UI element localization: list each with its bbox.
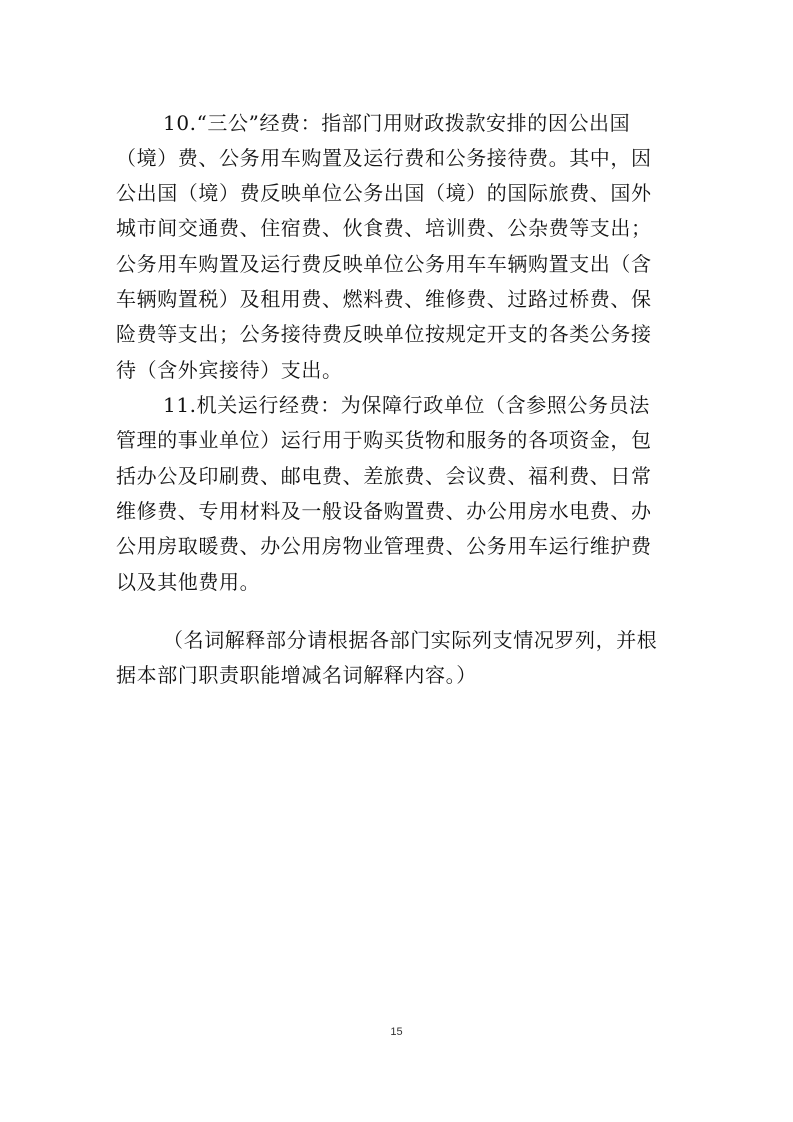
- page-number: 15: [390, 1026, 403, 1038]
- paragraph-11-line-1: 11.机关运行经费：为保障行政单位（含参照公务员法: [163, 393, 650, 417]
- paragraph-10-line-1: 10.“三公”经费：指部门用财政拨款安排的因公出国: [163, 111, 631, 135]
- paragraph-11-line-4: 维修费、专用材料及一般设备购置费、办公用房水电费、办: [116, 499, 652, 523]
- paragraph-10-line-5: 公务用车购置及运行费反映单位公务用车车辆购置支出（含: [116, 252, 652, 276]
- paragraph-10-line-2: （境）费、公务用车购置及运行费和公务接待费。其中，因: [116, 146, 652, 170]
- paragraph-10-line-7: 险费等支出；公务接待费反映单位按规定开支的各类公务接: [116, 322, 652, 346]
- paragraph-11-line-3: 括办公及印刷费、邮电费、差旅费、会议费、福利费、日常: [116, 464, 652, 488]
- paragraph-10-line-3: 公出国（境）费反映单位公务出国（境）的国际旅费、国外: [116, 181, 652, 205]
- paragraph-10-line-8: 待（含外宾接待）支出。: [116, 358, 343, 382]
- paragraph-11-line-2: 管理的事业单位）运行用于购买货物和服务的各项资金，包: [116, 428, 652, 452]
- paragraph-10-line-6: 车辆购置税）及租用费、燃料费、维修费、过路过桥费、保: [116, 287, 652, 311]
- paragraph-11-line-5: 公用房取暖费、办公用房物业管理费、公务用车运行维护费: [116, 534, 652, 558]
- paragraph-10-line-4: 城市间交通费、住宿费、伙食费、培训费、公杂费等支出；: [116, 216, 652, 240]
- note-line-1: （名词解释部分请根据各部门实际列支情况罗列，并根: [163, 628, 658, 652]
- note-line-2: 据本部门职责职能增减名词解释内容。）: [116, 663, 477, 687]
- paragraph-11-line-6: 以及其他费用。: [116, 570, 261, 594]
